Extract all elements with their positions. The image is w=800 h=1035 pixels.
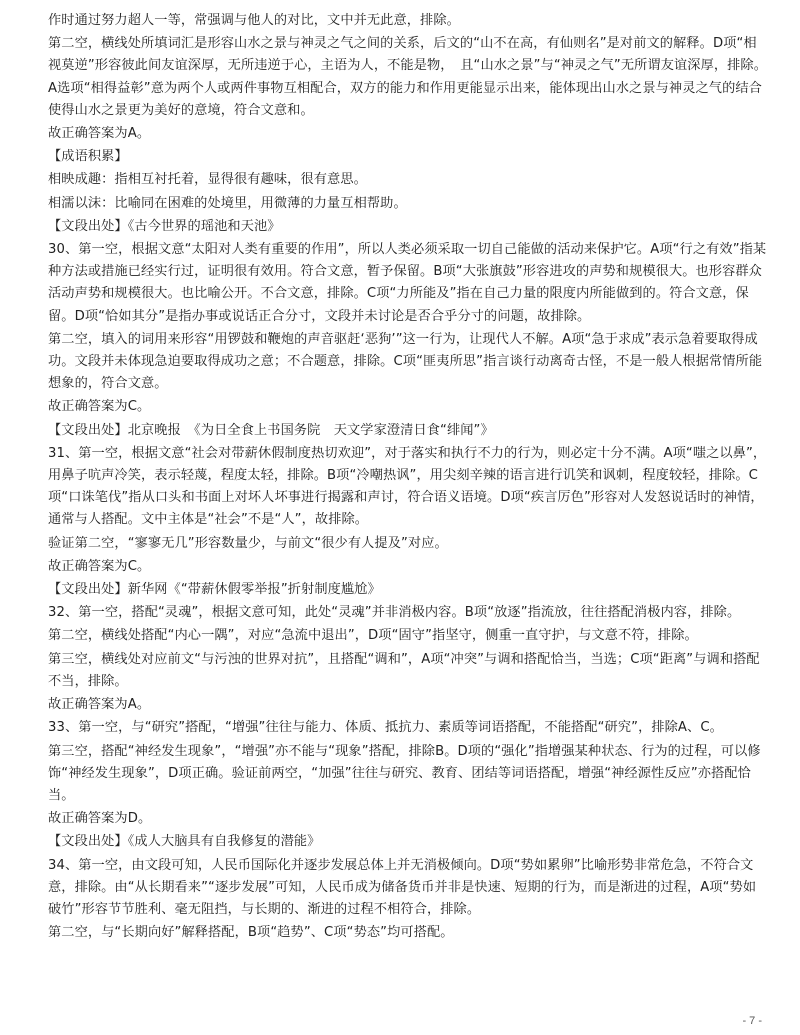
text-line: 第二空，横线处所填词汇是形容山水之景与神灵之气之间的关系，后文的“山不在高，有仙则名”是对前文的解释。D项“相视莫逆”形容彼此间友谊深厚，无所违逆于心，主语为人，不能是物， 且“山水之景”与“神灵之气”无所谓友谊深厚，排除。A选项“相得益彰”意为两个人或两件事物互相配合，双方的能力和作用更能显示出来，能体现出山水之景与神灵之气的结合使得山水之景更为美好的意境，符合文意和。: [48, 36, 768, 118]
text-line: 相映成趣：指相互衬托着，显得很有趣味，很有意思。: [48, 172, 367, 188]
text-line: 【文段出处】《古今世界的瑶池和天池》: [48, 218, 281, 234]
text-line: 34、第一空，由文段可知，人民币国际化并逐步发展总体上并无消极倾向。D项“势如累卵”比喻形势非常危急，不符合文意，排除。由“从长期看来”“逐步发展”可知，人民币成为储备货币并非是快速、短期的行为，而是渐进的过程，A项“势如破竹”形容节节胜利、毫无阻挡，与长期的、渐进的过程不相符合，排除。: [48, 857, 757, 917]
text-line: 【文段出处】北京晚报 《为日全食上书国务院 天文学家澄清日食“绯闻”》: [48, 422, 494, 438]
text-line: 相濡以沫：比喻同在困难的处境里，用微薄的力量互相帮助。: [48, 195, 407, 211]
text-line: 故正确答案为A。: [48, 126, 151, 142]
text-line: 第三空，横线处对应前文“与污浊的世界对抗”，且搭配“调和”，A项“冲突”与调和搭配恰当，当选；C项“距离”与调和搭配不当，排除。: [48, 651, 760, 689]
text-line: 【文段出处】新华网《“带薪休假零举报”折射制度尴尬》: [48, 582, 381, 598]
text-line: 故正确答案为C。: [48, 399, 151, 415]
text-line: 故正确答案为C。: [48, 558, 151, 574]
text-line: 30、第一空，根据文意“太阳对人类有重要的作用”，所以人类必须采取一切自己能做的活动来保护它。A项“行之有效”指某种方法或措施已经实行过，证明很有效用。符合文意，暂予保留。B项“大张旗鼓”形容进攻的声势和规模很大。也形容群众活动声势和规模很大。也比喻公开。不合文意，排除。C项“力所能及”指在自己力量的限度内所能做到的。符合文意，保留。D项“恰如其分”是指办事或说话正合分寸，文段并未讨论是否合乎分寸的问题，故排除。: [48, 242, 767, 324]
text-line: 31、第一空，根据文意“社会对带薪休假制度热切欢迎”，对于落实和执行不力的行为，则必定十分不满。A项“嗤之以鼻”，用鼻子吭声冷笑，表示轻蔑，程度太轻，排除。B项“冷嘲热讽”，用尖刻辛辣的语言进行讥笑和讽刺，程度较轻，排除。C项“口诛笔伐”指从口头和书面上对坏人坏事进行揭露和声讨，符合语义语境。D项“疾言厉色”形容对人发怒说话时的神情，通常与人搭配。文中主体是“社会”不是“人”，故排除。: [48, 445, 767, 528]
page-number: - 7 -: [742, 1015, 762, 1027]
text-line: 第三空，搭配“神经发生现象”，“增强”亦不能与“现象”搭配，排除B。D项的“强化”指增强某种状态、行为的过程，可以修饰“神经发生现象”，D项正确。验证前两空，“加强”往往与研究、教育、团结等词语搭配，增强“神经源性反应”亦搭配恰当。: [48, 743, 761, 803]
text-line: 故正确答案为D。: [48, 811, 152, 827]
document-page: [48, 10, 768, 944]
text-line: 第二空，横线处搭配“内心一隅”，对应“急流中退出”，D项“固守”指坚守，侧重一直守护，与文意不符，排除。: [48, 628, 698, 644]
text-line: 33、第一空，与“研究”搭配，“增强”往往与能力、体质、抵抗力、素质等词语搭配，不能搭配“研究”，排除A、C。: [48, 720, 723, 736]
text-line: 第二空，与“长期向好”解释搭配，B项“趋势”、C项“势态”均可搭配。: [48, 925, 454, 941]
text-line: 第二空，填入的词用来形容“用锣鼓和鞭炮的声音驱赶‘恶狗’”这一行为，让现代人不解。A项“急于求成”表示急着要取得成功。文段并未体现急迫要取得成功之意；不合题意，排除。C项“匪夷所思”指言谈行动离奇古怪，不是一般人根据常情所能想象的，符合文意。: [48, 331, 763, 392]
text-line: 故正确答案为A。: [48, 697, 151, 713]
text-line: 32、第一空，搭配“灵魂”，根据文意可知，此处“灵魂”并非消极内容。B项“放逐”指流放，往往搭配消极内容，排除。: [48, 605, 741, 621]
text-line: 作时通过努力超人一等，常强调与他人的对比，文中并无此意，排除。: [48, 13, 460, 28]
text-line: 验证第二空，“寥寥无几”形容数量少，与前文“很少有人提及”对应。: [48, 535, 448, 551]
text-line: 【文段出处】《成人大脑具有自我修复的潜能》: [48, 834, 321, 850]
text-line: 【成语积累】: [48, 149, 128, 165]
